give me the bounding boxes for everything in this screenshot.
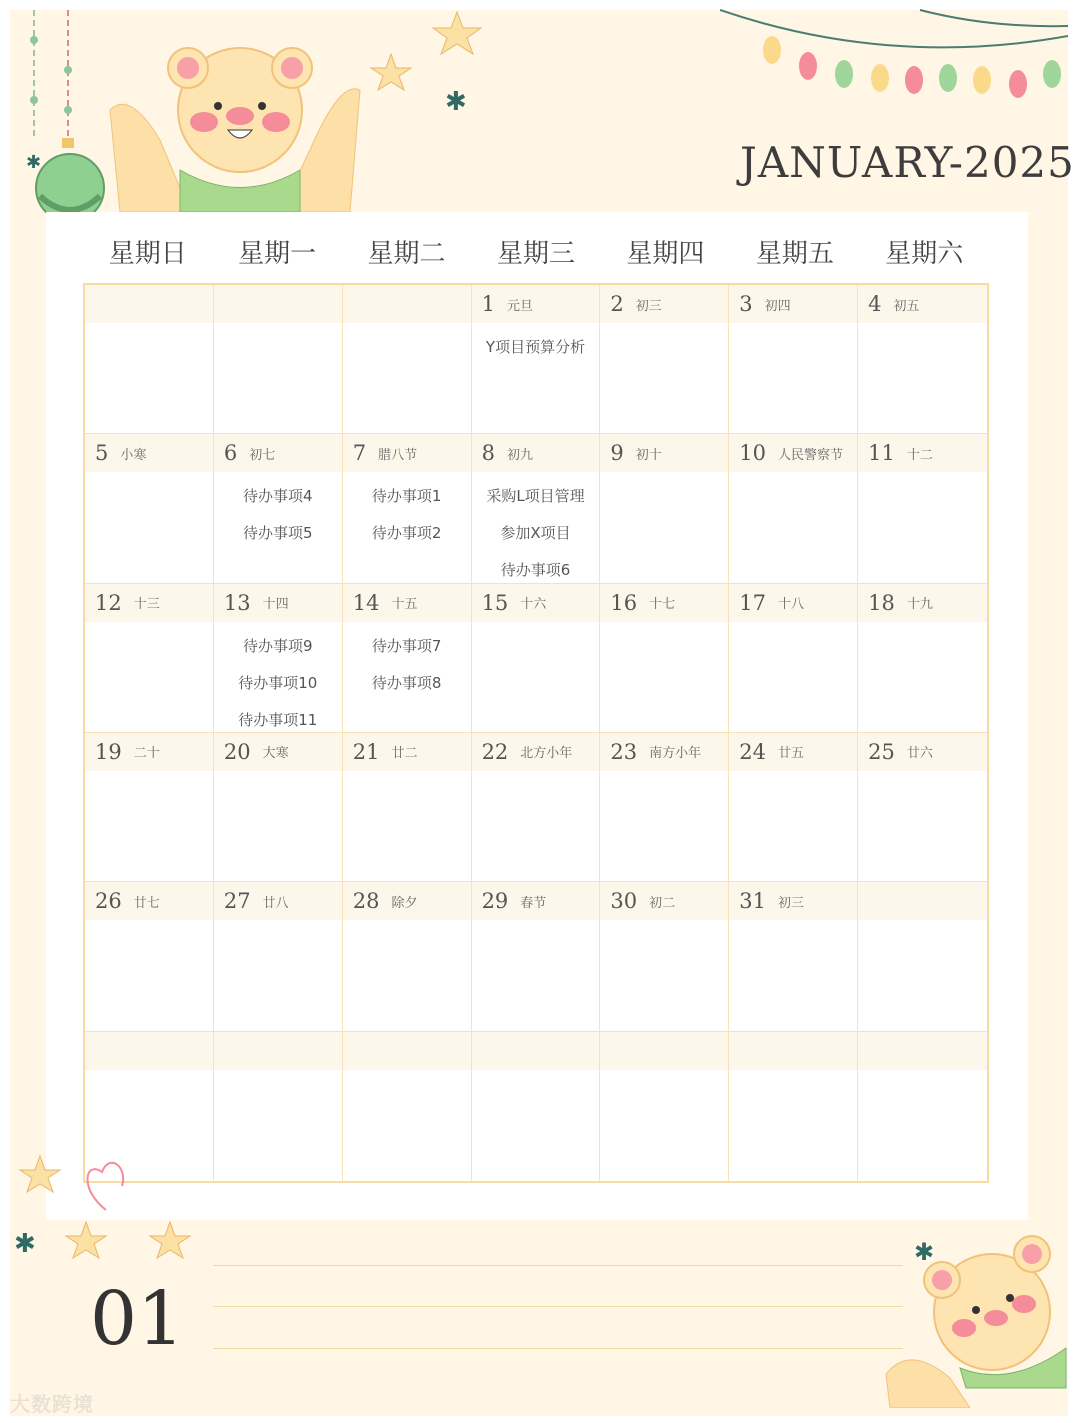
event-list xyxy=(858,622,987,628)
day-number: 25 xyxy=(868,739,895,764)
day-cell[interactable] xyxy=(472,1032,601,1181)
day-cell[interactable] xyxy=(600,733,729,882)
event-list xyxy=(729,1070,857,1076)
day-number: 3 xyxy=(739,292,753,316)
day-cell-header xyxy=(600,584,728,622)
day-cell[interactable] xyxy=(343,733,472,882)
day-cell[interactable] xyxy=(343,1032,472,1181)
day-number: 17 xyxy=(739,590,767,615)
event-list xyxy=(343,323,471,329)
day-number: 14 xyxy=(352,590,380,615)
day-cell-header xyxy=(858,285,987,323)
event-item[interactable]: 待办事项1 xyxy=(371,487,442,506)
event-item[interactable]: 待办事项8 xyxy=(371,673,442,692)
lunar-date: 初七 xyxy=(249,447,276,463)
day-cell-header xyxy=(472,584,600,622)
event-list xyxy=(600,472,728,478)
day-cell-header xyxy=(729,1032,857,1070)
lunar-date: 初十 xyxy=(635,447,662,463)
lunar-date: 初五 xyxy=(893,298,920,314)
day-number: 16 xyxy=(610,590,638,615)
day-cell-header xyxy=(214,1032,342,1070)
day-number: 28 xyxy=(352,889,380,914)
note-line xyxy=(213,1265,903,1266)
svg-text:✱: ✱ xyxy=(914,1238,935,1266)
weekday-label: 星期六 xyxy=(885,239,964,269)
event-list xyxy=(85,472,213,478)
event-list xyxy=(343,472,471,552)
event-list xyxy=(600,622,728,628)
day-cell-header xyxy=(472,1032,600,1070)
day-number: 24 xyxy=(739,739,767,764)
lunar-date: 十四 xyxy=(262,597,289,613)
event-list xyxy=(85,1070,213,1076)
day-cell[interactable] xyxy=(214,434,343,583)
day-number: 15 xyxy=(481,590,509,615)
day-cell-header xyxy=(729,285,857,323)
day-cell-header xyxy=(600,1032,728,1070)
day-number: 21 xyxy=(352,739,380,764)
day-cell-header xyxy=(729,882,857,920)
event-list xyxy=(214,472,342,552)
lunar-date: 廿六 xyxy=(906,746,933,762)
day-cell[interactable] xyxy=(600,434,729,583)
day-cell[interactable] xyxy=(472,882,601,1031)
event-list xyxy=(729,771,857,777)
lunar-date: 十七 xyxy=(649,597,676,613)
day-number: 19 xyxy=(95,739,122,764)
day-cell[interactable] xyxy=(729,434,858,583)
day-cell-header xyxy=(85,882,213,920)
note-line xyxy=(213,1348,903,1349)
event-list xyxy=(858,771,987,777)
day-number: 31 xyxy=(739,889,767,914)
day-cell-header xyxy=(85,733,213,771)
day-cell-header xyxy=(214,285,342,323)
lunar-date: 十九 xyxy=(906,597,933,613)
event-list xyxy=(472,771,600,777)
event-list xyxy=(85,622,213,628)
lunar-date: 除夕 xyxy=(391,895,418,911)
day-cell-header xyxy=(214,434,342,472)
day-cell[interactable] xyxy=(214,584,343,733)
lunar-date: 初九 xyxy=(506,447,533,463)
svg-text:✱: ✱ xyxy=(14,1229,36,1259)
event-list xyxy=(472,472,600,583)
day-cell[interactable] xyxy=(600,1032,729,1181)
day-cell-header xyxy=(472,882,600,920)
stars-bottom-illustration xyxy=(12,1218,192,1274)
event-list xyxy=(214,323,342,329)
lunar-date: 廿五 xyxy=(778,746,805,762)
month-number: 01 xyxy=(90,1276,185,1362)
page-title: JANUARY-2025 xyxy=(740,138,1075,187)
weekday-label: 星期五 xyxy=(755,239,834,269)
event-list xyxy=(600,771,728,777)
lunar-date: 十五 xyxy=(391,597,418,613)
event-item[interactable]: 待办事项11 xyxy=(238,710,318,729)
event-list xyxy=(85,771,213,777)
day-cell[interactable] xyxy=(729,1032,858,1181)
day-cell-header xyxy=(858,882,987,920)
day-number: 13 xyxy=(223,590,251,615)
event-list xyxy=(343,920,471,926)
day-number: 4 xyxy=(868,292,882,316)
event-list xyxy=(214,622,342,733)
lunar-date: 十三 xyxy=(133,597,160,613)
day-cell-header xyxy=(85,584,213,622)
day-cell-header xyxy=(472,733,600,771)
day-cell[interactable] xyxy=(85,434,214,583)
event-item[interactable]: 待办事项10 xyxy=(238,673,318,692)
lunar-date: 元旦 xyxy=(506,298,533,314)
day-cell-header xyxy=(729,584,857,622)
event-list xyxy=(729,323,857,329)
day-cell[interactable] xyxy=(343,285,472,434)
event-list xyxy=(472,1070,600,1076)
day-cell-header xyxy=(600,733,728,771)
event-list xyxy=(85,920,213,926)
day-cell[interactable] xyxy=(600,882,729,1031)
event-list xyxy=(600,1070,728,1076)
day-cell[interactable] xyxy=(858,584,987,733)
day-cell[interactable] xyxy=(472,584,601,733)
event-item[interactable]: 参加X项目 xyxy=(500,524,571,543)
event-item[interactable]: Y项目预算分析 xyxy=(485,338,586,356)
event-item[interactable]: 待办事项9 xyxy=(243,636,313,655)
event-list xyxy=(472,920,600,926)
event-item[interactable]: 待办事项5 xyxy=(243,524,313,543)
day-cell[interactable] xyxy=(85,584,214,733)
day-cell-header xyxy=(729,733,857,771)
day-cell[interactable] xyxy=(214,882,343,1031)
day-number: 11 xyxy=(868,441,895,466)
day-number: 6 xyxy=(223,441,238,466)
day-cell-header xyxy=(85,434,213,472)
lunar-date: 廿二 xyxy=(391,746,418,762)
event-list xyxy=(343,622,471,702)
day-cell[interactable] xyxy=(600,584,729,733)
stars-top-illustration xyxy=(365,10,495,120)
day-cell-header xyxy=(600,285,728,323)
event-list xyxy=(343,771,471,777)
svg-text:✱: ✱ xyxy=(445,87,467,117)
day-cell-header xyxy=(858,434,987,472)
day-cell[interactable] xyxy=(85,733,214,882)
day-cell-header xyxy=(214,733,342,771)
day-cell[interactable] xyxy=(85,882,214,1031)
lunar-date: 腊八节 xyxy=(378,447,418,463)
day-number: 2 xyxy=(610,292,624,316)
lunar-date: 初三 xyxy=(635,298,662,314)
lunar-date: 北方小年 xyxy=(520,746,573,762)
day-number: 30 xyxy=(610,889,638,914)
event-list xyxy=(214,771,342,777)
day-number: 5 xyxy=(95,441,109,466)
lunar-date: 廿七 xyxy=(133,895,160,911)
lunar-date: 初二 xyxy=(649,895,676,911)
day-number: 9 xyxy=(610,441,624,466)
day-cell-header xyxy=(343,434,471,472)
day-cell-header xyxy=(343,882,471,920)
day-number: 27 xyxy=(223,889,251,914)
day-number: 18 xyxy=(868,590,895,615)
day-cell[interactable] xyxy=(729,285,858,434)
day-cell[interactable] xyxy=(214,285,343,434)
event-list xyxy=(858,323,987,329)
event-list xyxy=(472,323,600,366)
day-cell-header xyxy=(343,285,471,323)
lunar-date: 人民警察节 xyxy=(778,447,844,463)
day-cell[interactable] xyxy=(472,285,601,434)
day-cell-header xyxy=(214,882,342,920)
lunar-date: 廿八 xyxy=(262,895,289,911)
day-cell-header xyxy=(214,584,342,622)
event-list xyxy=(214,920,342,926)
day-cell-header xyxy=(343,584,471,622)
calendar-grid xyxy=(83,283,989,1183)
day-cell-header xyxy=(472,434,600,472)
lunar-date: 初四 xyxy=(764,298,791,314)
event-list xyxy=(600,920,728,926)
day-number: 10 xyxy=(739,441,767,466)
event-list xyxy=(214,1070,342,1076)
day-cell[interactable] xyxy=(214,733,343,882)
heart-and-star-illustration xyxy=(18,1150,138,1216)
day-cell[interactable] xyxy=(729,882,858,1031)
lunar-date: 小寒 xyxy=(120,447,147,463)
event-list xyxy=(600,323,728,329)
day-cell-header xyxy=(858,584,987,622)
lunar-date: 十六 xyxy=(520,597,547,613)
weekday-label: 星期一 xyxy=(238,239,317,269)
day-cell[interactable] xyxy=(858,882,987,1031)
event-item[interactable]: 待办事项6 xyxy=(500,561,571,580)
day-number: 22 xyxy=(481,739,509,764)
lunar-date: 春节 xyxy=(520,895,547,911)
day-cell[interactable] xyxy=(858,1032,987,1181)
note-line xyxy=(213,1306,903,1307)
event-list xyxy=(858,920,987,926)
weekday-label: 星期四 xyxy=(626,239,705,269)
string-lights-illustration xyxy=(720,8,1068,120)
lunar-date: 大寒 xyxy=(262,746,289,762)
day-number: 7 xyxy=(352,441,367,466)
event-list xyxy=(729,472,857,478)
event-list xyxy=(729,622,857,628)
day-number: 26 xyxy=(95,889,122,914)
lunar-date: 二十 xyxy=(133,746,160,762)
event-list xyxy=(85,323,213,329)
day-cell[interactable] xyxy=(729,584,858,733)
day-cell-header xyxy=(472,285,600,323)
day-number: 20 xyxy=(223,739,251,764)
day-cell-header xyxy=(600,882,728,920)
bear-waving-illustration xyxy=(100,30,370,212)
day-number: 12 xyxy=(95,590,122,615)
day-cell-header xyxy=(343,733,471,771)
lunar-date: 南方小年 xyxy=(649,746,702,762)
event-item[interactable]: 采购L项目管理 xyxy=(486,487,585,506)
day-cell[interactable] xyxy=(729,733,858,882)
day-cell-header xyxy=(858,733,987,771)
day-cell[interactable] xyxy=(343,434,472,583)
lunar-date: 十八 xyxy=(778,597,805,613)
day-cell[interactable] xyxy=(343,584,472,733)
event-item[interactable]: 待办事项7 xyxy=(371,636,442,655)
day-cell[interactable] xyxy=(214,1032,343,1181)
day-number: 23 xyxy=(610,739,638,764)
day-cell-header xyxy=(85,285,213,323)
day-cell[interactable] xyxy=(472,434,601,583)
weekday-label: 星期二 xyxy=(367,239,446,269)
event-list xyxy=(343,1070,471,1076)
event-item[interactable]: 待办事项4 xyxy=(243,487,313,506)
day-cell-header xyxy=(85,1032,213,1070)
day-cell[interactable] xyxy=(858,285,987,434)
day-cell[interactable] xyxy=(472,733,601,882)
lunar-date: 初三 xyxy=(778,895,805,911)
day-cell[interactable] xyxy=(85,285,214,434)
event-item[interactable]: 待办事项2 xyxy=(371,524,442,543)
weekday-label: 星期三 xyxy=(496,239,575,269)
day-number: 1 xyxy=(481,292,495,316)
event-list xyxy=(472,622,600,628)
weekday-header-row xyxy=(83,232,989,276)
event-list xyxy=(729,920,857,926)
day-cell[interactable] xyxy=(858,733,987,882)
event-list xyxy=(858,472,987,478)
svg-text:✱: ✱ xyxy=(26,152,42,173)
day-cell[interactable] xyxy=(858,434,987,583)
day-number: 29 xyxy=(481,889,509,914)
day-cell[interactable] xyxy=(600,285,729,434)
day-cell-header xyxy=(729,434,857,472)
watermark: 大数跨境 xyxy=(10,1392,94,1416)
day-cell[interactable] xyxy=(343,882,472,1031)
lunar-date: 十二 xyxy=(906,447,933,463)
event-list xyxy=(858,1070,987,1076)
day-cell-header xyxy=(858,1032,987,1070)
day-cell-header xyxy=(600,434,728,472)
bear-corner-illustration xyxy=(880,1228,1068,1408)
day-number: 8 xyxy=(481,441,495,466)
weekday-label: 星期日 xyxy=(108,239,187,269)
day-cell-header xyxy=(343,1032,471,1070)
